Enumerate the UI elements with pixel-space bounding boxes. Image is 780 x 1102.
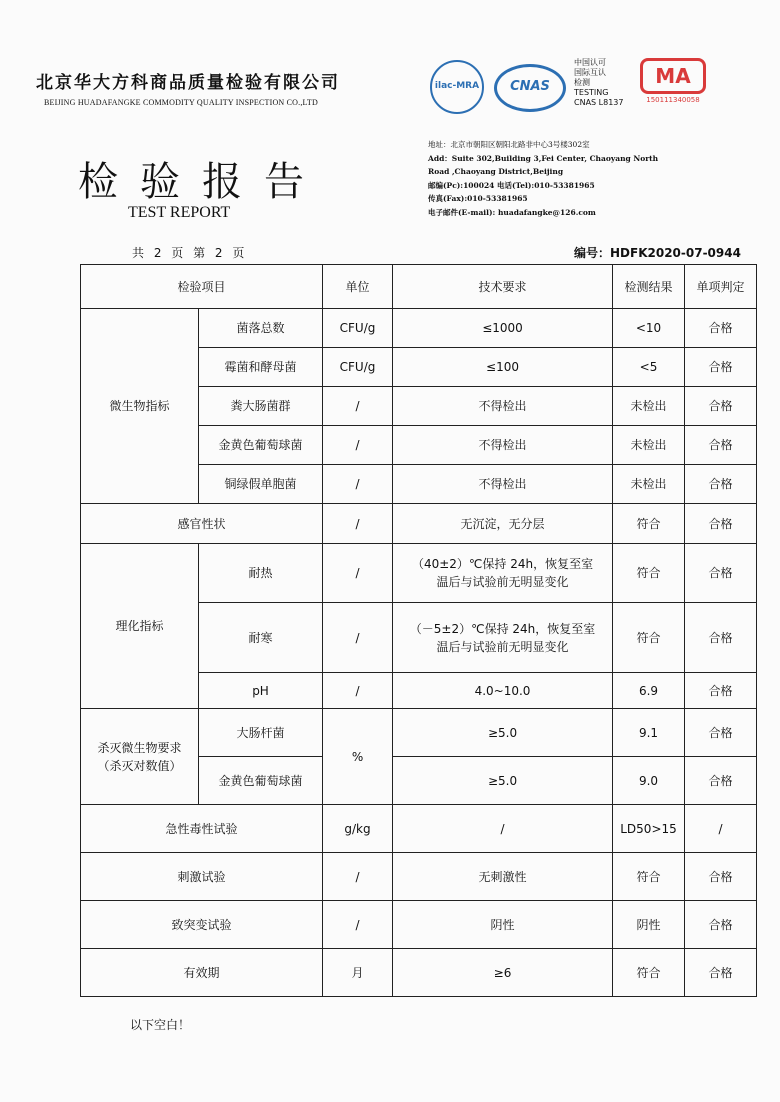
item-judgment: 合格 <box>685 603 757 673</box>
item-requirement: 不得检出 <box>393 465 613 504</box>
item-name: 有效期 <box>81 949 323 997</box>
item-name: 金黄色葡萄球菌 <box>199 757 323 805</box>
item-requirement: 无沉淀，无分层 <box>393 504 613 544</box>
item-unit: / <box>323 504 393 544</box>
item-judgment: 合格 <box>685 426 757 465</box>
item-judgment: 合格 <box>685 853 757 901</box>
item-judgment: 合格 <box>685 387 757 426</box>
item-requirement: （40±2）℃保持 24h，恢复至室温后与试验前无明显变化 <box>393 544 613 603</box>
item-unit: / <box>323 387 393 426</box>
header-requirement: 技术要求 <box>393 265 613 309</box>
item-name: 大肠杆菌 <box>199 709 323 757</box>
cma-logo-icon: MA <box>640 58 706 94</box>
table-header-row <box>81 265 757 309</box>
item-judgment: 合格 <box>685 348 757 387</box>
item-judgment: 合格 <box>685 673 757 709</box>
item-judgment: 合格 <box>685 504 757 544</box>
item-unit: / <box>323 901 393 949</box>
item-name: 急性毒性试验 <box>81 805 323 853</box>
end-note: 以下空白！ <box>130 1018 191 1032</box>
item-requirement: （－5±2）℃保持 24h，恢复至室温后与试验前无明显变化 <box>393 603 613 673</box>
item-requirement: 阴性 <box>393 901 613 949</box>
accreditation-logos <box>430 56 760 116</box>
cma-logo <box>640 58 706 104</box>
report-title-en: TEST REPORT <box>128 204 231 221</box>
item-result: LD50>15 <box>613 805 685 853</box>
table-row <box>81 805 757 853</box>
item-unit: g/kg <box>323 805 393 853</box>
item-requirement: 无刺激性 <box>393 853 613 901</box>
item-name: 感官性状 <box>81 504 323 544</box>
item-judgment: 合格 <box>685 544 757 603</box>
item-judgment: 合格 <box>685 309 757 348</box>
cnas-logo-icon: CNAS <box>494 64 566 112</box>
item-unit: / <box>323 853 393 901</box>
item-unit: CFU/g <box>323 348 393 387</box>
item-name: 粪大肠菌群 <box>199 387 323 426</box>
item-result: 未检出 <box>613 426 685 465</box>
item-judgment: 合格 <box>685 757 757 805</box>
cma-number: 150111340058 <box>646 96 700 104</box>
item-name: 耐寒 <box>199 603 323 673</box>
item-result: 符合 <box>613 949 685 997</box>
cnas-accreditation-text: 中国认可 国际互认 检测 TESTING CNAS L8137 <box>574 58 624 107</box>
table-row <box>81 949 757 997</box>
item-judgment: 合格 <box>685 709 757 757</box>
item-result: <5 <box>613 348 685 387</box>
table-row <box>81 853 757 901</box>
item-requirement: ≤100 <box>393 348 613 387</box>
page-info: 共 2 页 第 2 页 <box>132 246 248 260</box>
item-judgment: 合格 <box>685 465 757 504</box>
report-title-cn: 检验报告 <box>78 159 326 205</box>
item-name: 金黄色葡萄球菌 <box>199 426 323 465</box>
item-result: 符合 <box>613 853 685 901</box>
item-result: <10 <box>613 309 685 348</box>
item-requirement: 不得检出 <box>393 387 613 426</box>
company-name-cn: 北京华大方科商品质量检验有限公司 <box>36 73 340 93</box>
item-unit: / <box>323 603 393 673</box>
item-result: 符合 <box>613 504 685 544</box>
group-micro: 微生物指标 <box>81 309 199 504</box>
group-physchem: 理化指标 <box>81 544 199 709</box>
item-requirement: / <box>393 805 613 853</box>
item-unit: / <box>323 465 393 504</box>
item-requirement: 不得检出 <box>393 426 613 465</box>
item-requirement: 4.0~10.0 <box>393 673 613 709</box>
item-judgment: 合格 <box>685 949 757 997</box>
item-unit: 月 <box>323 949 393 997</box>
item-requirement: ≥6 <box>393 949 613 997</box>
company-address: 地址：北京市朝阳区朝阳北路非中心3号楼302室 Add：Suite 302,Building 3,Fei Center, Chaoyang North Road ,Chaoyang District,Beijing 邮编(Pc):100024 电话(Tel):010-53381965 传真(Fax):010-53381965 电子邮件(E-mail): huadafangke@126.com <box>428 140 659 217</box>
item-result: 9.1 <box>613 709 685 757</box>
item-requirement: ≥5.0 <box>393 757 613 805</box>
item-result: 9.0 <box>613 757 685 805</box>
item-result: 符合 <box>613 603 685 673</box>
item-unit: / <box>323 426 393 465</box>
item-name: 刺激试验 <box>81 853 323 901</box>
item-result: 未检出 <box>613 465 685 504</box>
item-requirement: ≤1000 <box>393 309 613 348</box>
table-row <box>81 504 757 544</box>
table-row <box>81 309 757 348</box>
table-row <box>81 901 757 949</box>
item-result: 阴性 <box>613 901 685 949</box>
header-item: 检验项目 <box>81 265 323 309</box>
table-row <box>81 709 757 757</box>
item-name: 铜绿假单胞菌 <box>199 465 323 504</box>
item-unit: CFU/g <box>323 309 393 348</box>
item-name: 霉菌和酵母菌 <box>199 348 323 387</box>
item-requirement: ≥5.0 <box>393 709 613 757</box>
item-result: 6.9 <box>613 673 685 709</box>
header-result: 检测结果 <box>613 265 685 309</box>
item-name: pH <box>199 673 323 709</box>
item-name: 菌落总数 <box>199 309 323 348</box>
company-name-en: BEIJING HUADAFANGKE COMMODITY QUALITY INSPECTION CO.,LTD <box>44 98 318 107</box>
item-unit: / <box>323 544 393 603</box>
item-judgment: / <box>685 805 757 853</box>
test-results-table <box>80 264 757 997</box>
header-judgment: 单项判定 <box>685 265 757 309</box>
table-row <box>81 544 757 603</box>
ilac-mra-logo-icon: ilac-MRA <box>430 60 484 114</box>
group-kill: 杀灭微生物要求 （杀灭对数值） <box>81 709 199 805</box>
report-number: 编号：HDFK2020-07-0944 <box>574 246 741 260</box>
item-unit: / <box>323 673 393 709</box>
item-name: 致突变试验 <box>81 901 323 949</box>
item-judgment: 合格 <box>685 901 757 949</box>
item-result: 符合 <box>613 544 685 603</box>
item-unit: % <box>323 709 393 805</box>
item-result: 未检出 <box>613 387 685 426</box>
item-name: 耐热 <box>199 544 323 603</box>
header-unit: 单位 <box>323 265 393 309</box>
